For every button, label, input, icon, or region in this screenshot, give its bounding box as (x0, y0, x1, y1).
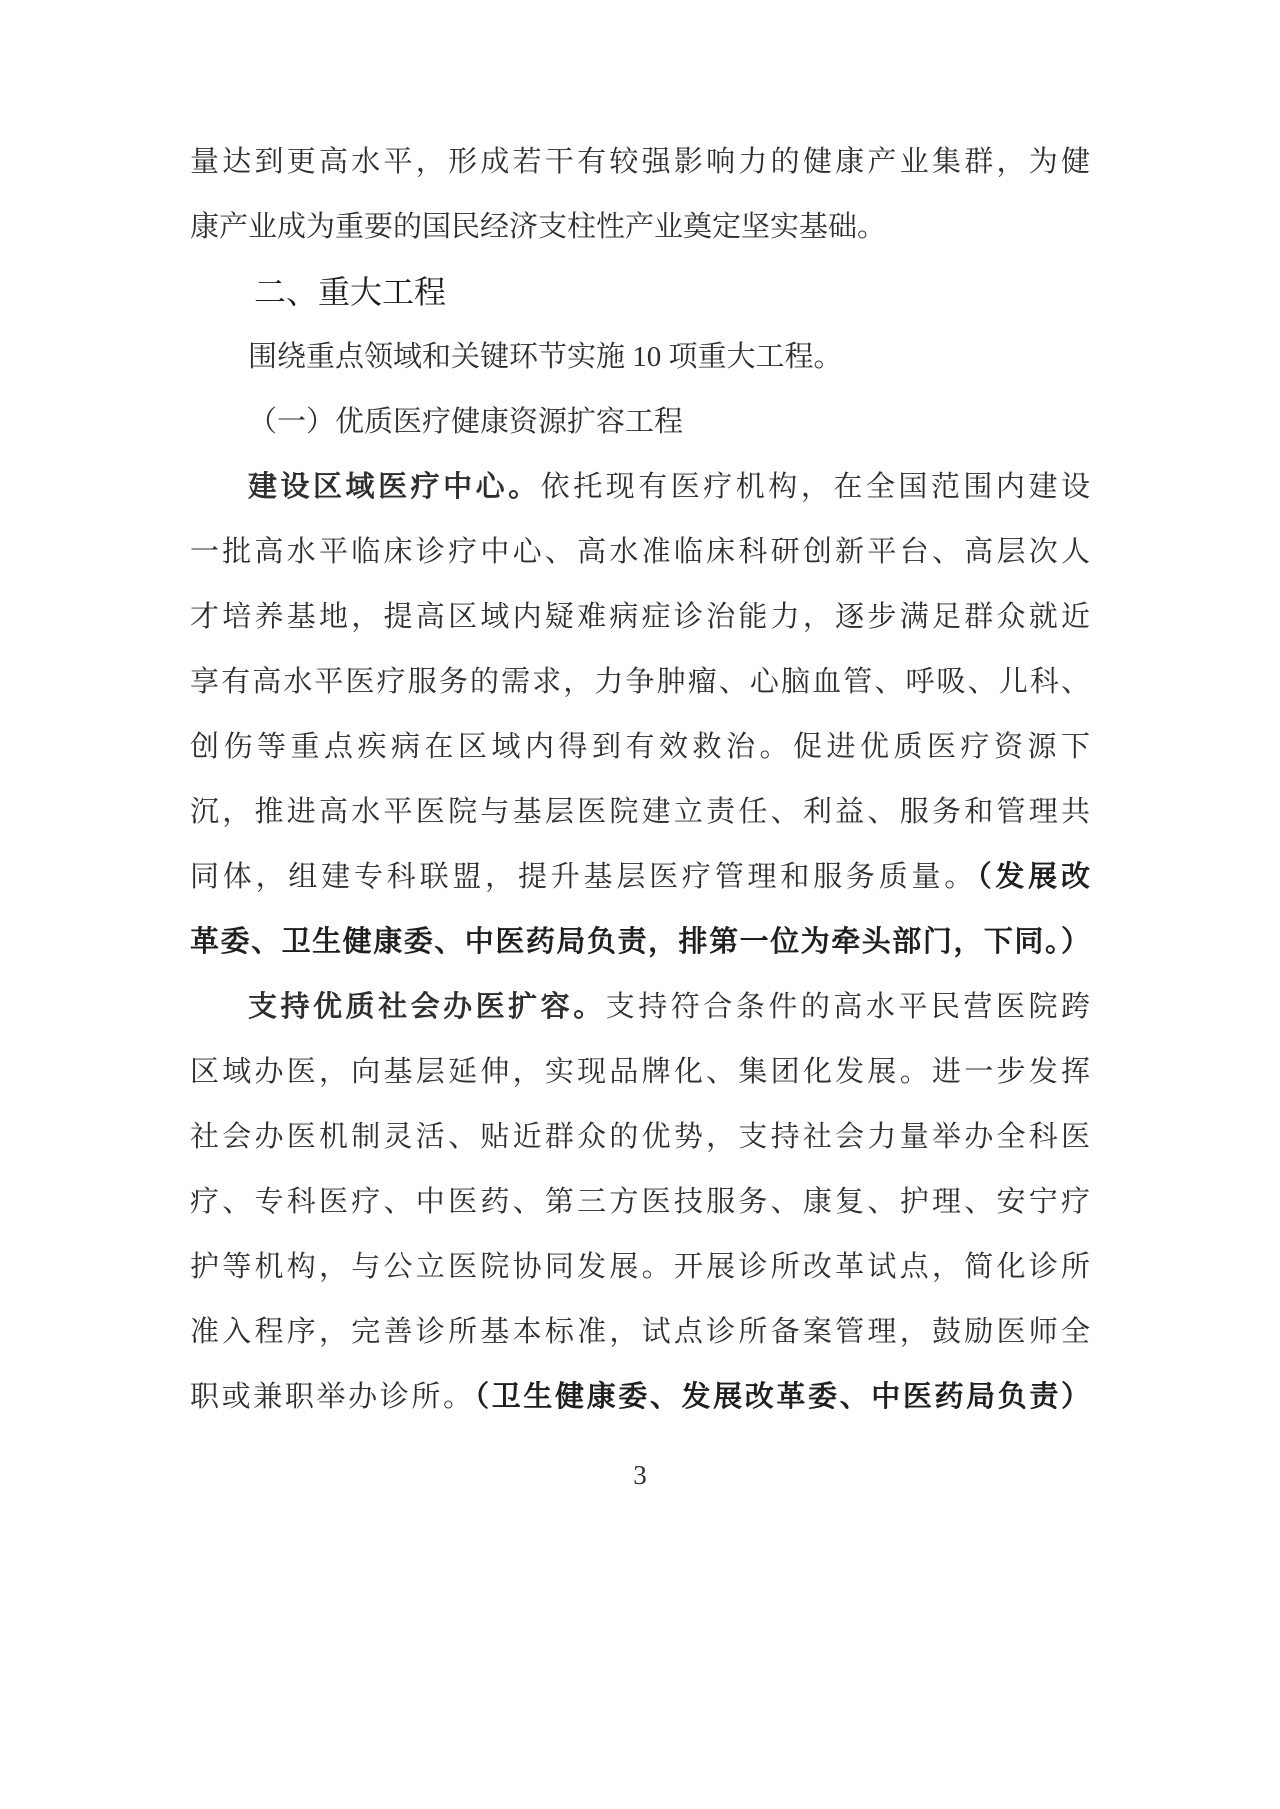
text-line (190, 455, 1090, 520)
text-segment: 沉，推进高水平医院与基层医院建立责任、利益、服务和管理共 (190, 796, 1090, 828)
text-segment: （卫生健康委、发展改革委、中医药局负责） (474, 1381, 1090, 1413)
text-segment: 依托现有医疗机构，在全国范围内建设 (540, 471, 1090, 503)
text-line (190, 650, 1090, 715)
text-segment: 建设区域医疗中心。 (248, 471, 541, 503)
text-segment: 围绕重点领域和关键环节实施 10 项重大工程。 (248, 341, 843, 373)
text-segment: 享有高水平医疗服务的需求，力争肿瘤、心脑血管、呼吸、儿科、 (190, 666, 1090, 698)
text-line (190, 845, 1090, 910)
text-line (190, 520, 1090, 585)
text-segment: 才培养基地，提高区域内疑难病症诊治能力，逐步满足群众就近 (190, 601, 1090, 633)
text-segment: 职或兼职举办诊所。 (190, 1381, 475, 1413)
page-number: 3 (633, 1460, 647, 1490)
text-line (190, 780, 1090, 845)
text-line (190, 1105, 1090, 1170)
text-segment: 社会办医机制灵活、贴近群众的优势，支持社会力量举办全科医 (190, 1121, 1090, 1153)
text-segment: 量达到更高水平，形成若干有较强影响力的健康产业集群，为健 (190, 146, 1090, 178)
text-line (190, 195, 1090, 260)
text-segment: 同体，组建专科联盟，提升基层医疗管理和服务质量。 (190, 861, 978, 893)
text-line (190, 1235, 1090, 1300)
text-line (190, 1300, 1090, 1365)
text-segment: 准入程序，完善诊所基本标准，试点诊所备案管理，鼓励医师全 (190, 1316, 1090, 1348)
text-line (190, 130, 1090, 195)
text-line (190, 715, 1090, 780)
text-line (190, 325, 1090, 390)
text-segment: 创伤等重点疾病在区域内得到有效救治。促进优质医疗资源下 (190, 731, 1090, 763)
text-line (190, 910, 1090, 975)
text-line (190, 1170, 1090, 1235)
document-body (190, 130, 1090, 1430)
text-segment: 二、重大工程 (254, 274, 447, 310)
text-line (190, 975, 1090, 1040)
text-segment: 区域办医，向基层延伸，实现品牌化、集团化发展。进一步发挥 (190, 1056, 1090, 1088)
text-segment: 支持优质社会办医扩容。 (248, 991, 606, 1023)
text-segment: 支持符合条件的高水平民营医院跨 (605, 991, 1090, 1023)
sub-heading (190, 390, 1090, 455)
text-segment: 革委、卫生健康委、中医药局负责，排第一位为牵头部门，下同。） (190, 926, 1090, 958)
text-line (190, 585, 1090, 650)
section-heading (190, 260, 1090, 325)
text-segment: 护等机构，与公立医院协同发展。开展诊所改革试点，简化诊所 (190, 1251, 1090, 1283)
text-line (190, 1040, 1090, 1105)
text-line (190, 1365, 1090, 1430)
text-segment: （一）优质医疗健康资源扩容工程 (248, 406, 684, 438)
text-segment: 疗、专科医疗、中医药、第三方医技服务、康复、护理、安宁疗 (190, 1186, 1090, 1218)
text-segment: 康产业成为重要的国民经济支柱性产业奠定坚实基础。 (190, 211, 887, 243)
text-segment: 一批高水平临床诊疗中心、高水准临床科研创新平台、高层次人 (190, 536, 1090, 568)
text-segment: （发展改 (977, 861, 1090, 893)
